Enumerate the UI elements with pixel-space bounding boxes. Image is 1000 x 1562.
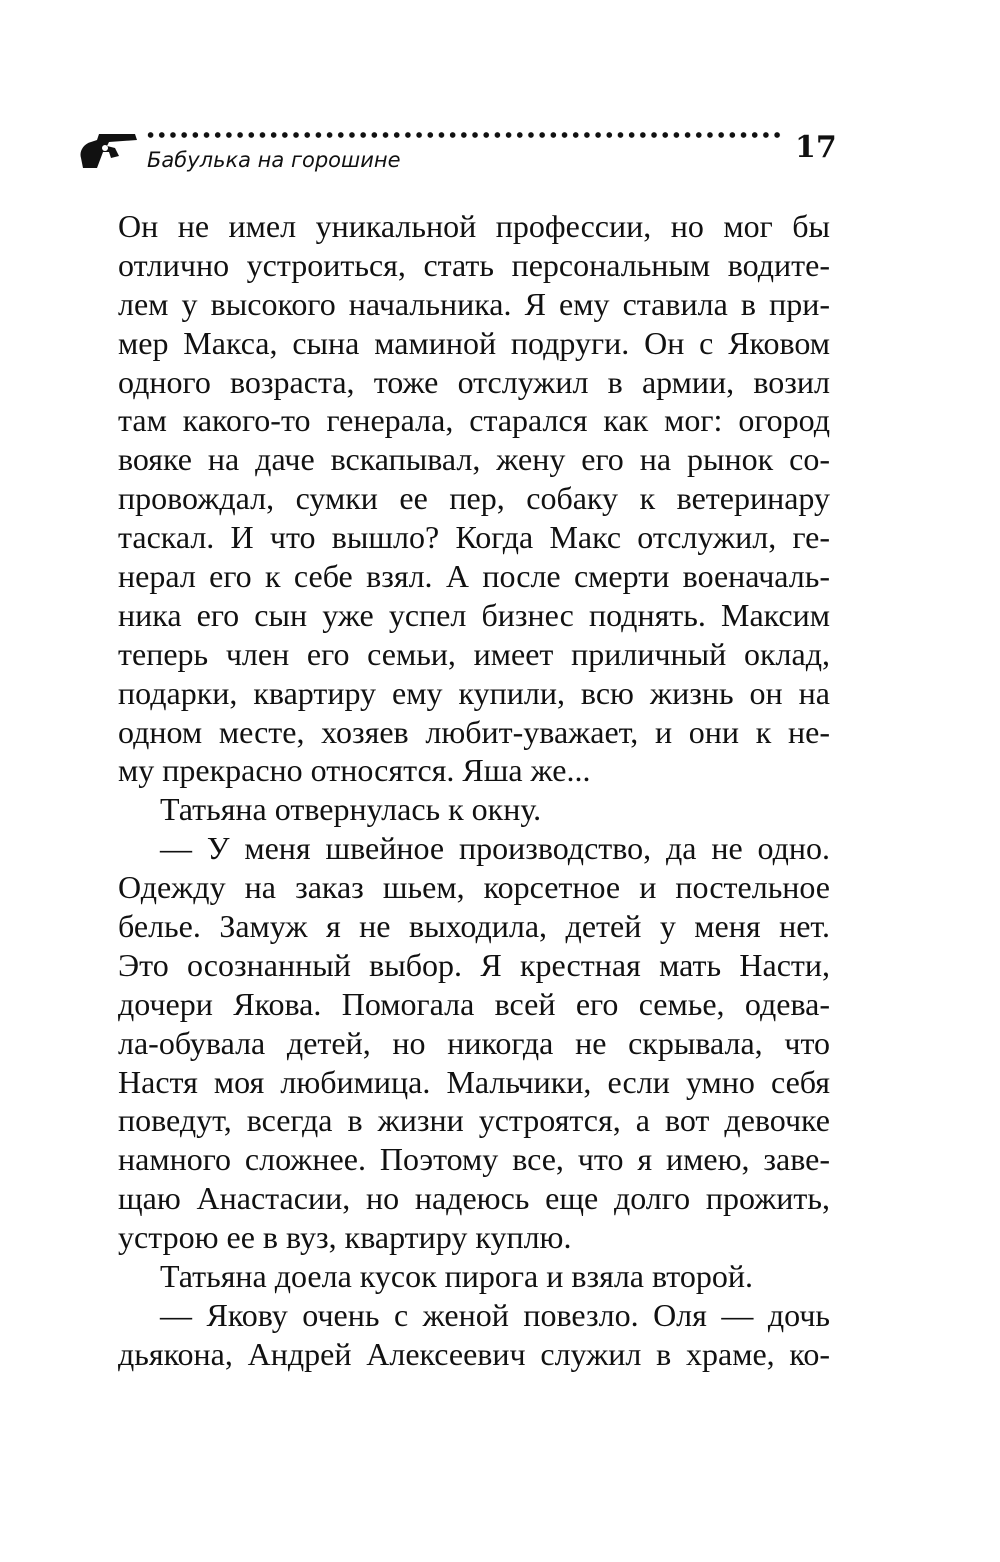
text-line: ла-обувала детей, но никогда не скрывала, что: [118, 1024, 830, 1061]
text-line: Одежду на заказ шьем, корсетное и постельное: [118, 869, 830, 906]
text-line: вояке на даче вскапывал, жену его на рынок со-: [118, 441, 830, 478]
text-line: белье. Замуж я не выходила, детей у меня нет.: [118, 908, 830, 945]
text-line: дьякона, Андрей Алексеевич служил в храме, ко-: [118, 1335, 830, 1372]
body-text: [118, 207, 830, 1374]
text-line: му прекрасно относятся. Яша же...: [118, 752, 591, 789]
text-line: Настя моя любимица. Мальчики, если умно себя: [118, 1063, 830, 1100]
text-line: устрою ее в вуз, квартиру куплю.: [118, 1219, 572, 1256]
running-title: Бабулька на горошине: [147, 148, 401, 172]
text-line: нерал его к себе взял. А после смерти военачаль-: [118, 558, 830, 595]
text-line: одном месте, хозяев любит-уважает, и они к не-: [118, 713, 830, 750]
text-line: ника его сын уже успел бизнес поднять. Максим: [118, 596, 830, 633]
text-line: Он не имел уникальной профессии, но мог бы: [118, 208, 830, 244]
dotted-rule: [145, 130, 785, 140]
text-line: Татьяна отвернулась к окну.: [160, 791, 542, 828]
page-number: 17: [795, 130, 837, 165]
text-line: Это осознанный выбор. Я крестная мать Насти,: [118, 946, 830, 983]
text-line: — У меня швейное производство, да не одно.: [160, 830, 830, 867]
revolver-icon: [75, 128, 139, 172]
text-line: намного сложнее. Поэтому все, что я имею, заве-: [118, 1141, 830, 1178]
text-line: теперь член его семьи, имеет приличный оклад,: [118, 635, 830, 672]
text-line: лем у высокого начальника. Я ему ставила в при-: [118, 285, 830, 322]
text-line: там какого-то генерала, старался как мог: огород: [118, 402, 830, 439]
text-line: таскал. И что вышло? Когда Макс отслужил, ге-: [118, 519, 830, 556]
page-header: [75, 126, 835, 186]
text-line: подарки, квартиру ему купили, всю жизнь он на: [118, 674, 830, 711]
text-line: провождал, сумки ее пер, собаку к ветеринару: [118, 480, 830, 517]
text-line: одного возраста, тоже отслужил в армии, возил: [118, 363, 830, 400]
text-line: щаю Анастасии, но надеюсь еще долго прожить,: [118, 1180, 830, 1217]
text-line: отлично устроиться, стать персональным водите-: [118, 246, 830, 283]
text-line: поведут, всегда в жизни устроятся, а вот девочке: [118, 1102, 830, 1139]
text-line: — Якову очень с женой повезло. Оля — дочь: [160, 1296, 830, 1333]
text-line: мер Макса, сына маминой подруги. Он с Яковом: [118, 324, 830, 361]
text-line: Татьяна доела кусок пирога и взяла второй.: [160, 1258, 753, 1295]
text-line: дочери Якова. Помогала всей его семье, одева-: [118, 985, 830, 1022]
